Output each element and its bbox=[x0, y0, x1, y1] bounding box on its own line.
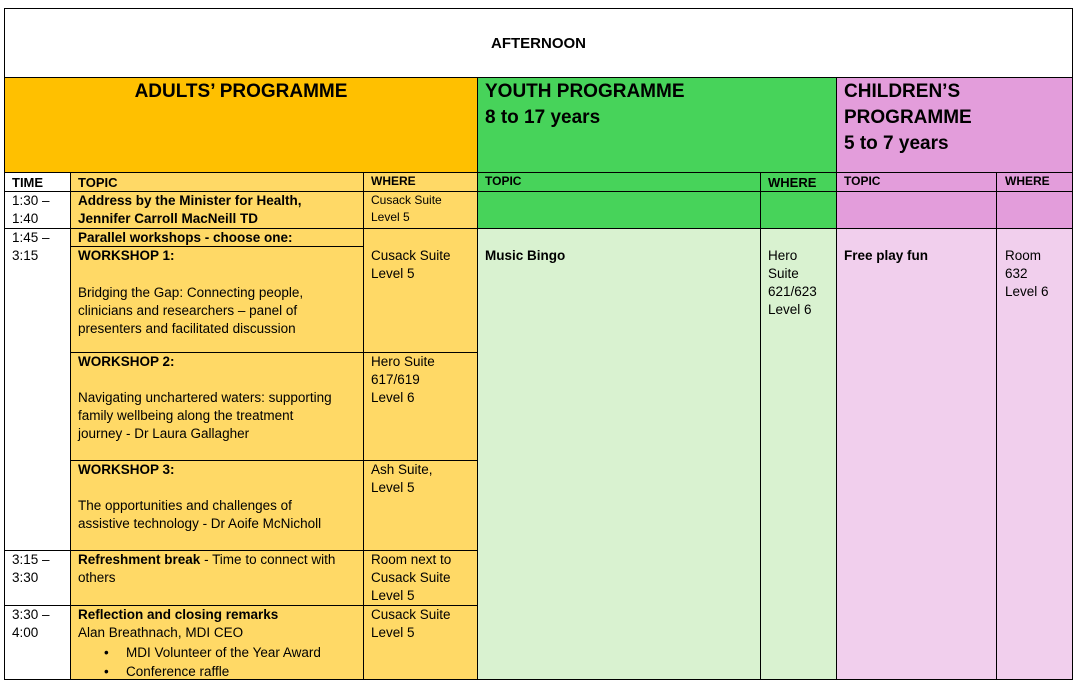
children-programme-heading-line2: PROGRAMME bbox=[844, 107, 972, 128]
row4-time-start: 3:30 – bbox=[12, 607, 50, 622]
page-title: AFTERNOON bbox=[491, 35, 586, 52]
row4-time-end: 4:00 bbox=[12, 625, 39, 640]
refreshment-break-label: Refreshment break bbox=[78, 552, 201, 567]
workshop3-title: WORKSHOP 3: bbox=[78, 462, 175, 477]
col-header-youth-where: WHERE bbox=[768, 175, 817, 190]
row3-where-line2: Cusack Suite bbox=[371, 570, 451, 585]
workshop1-desc-line2: clinicians and researchers – panel of bbox=[78, 303, 298, 318]
youth-topic: Music Bingo bbox=[485, 248, 566, 263]
row4-topic-speaker: Alan Breathnach, MDI CEO bbox=[78, 625, 244, 640]
children-topic: Free play fun bbox=[844, 248, 929, 263]
workshop2-title: WORKSHOP 2: bbox=[78, 354, 175, 369]
workshop2-where-line1: Hero Suite bbox=[371, 354, 435, 369]
youth-where-line3: 621/623 bbox=[768, 284, 817, 299]
workshop2-where-line2: 617/619 bbox=[371, 372, 420, 387]
children-where-line3: Level 6 bbox=[1005, 284, 1049, 299]
children-programme-heading-line1: CHILDREN’S bbox=[844, 81, 961, 102]
workshop1-desc-line1: Bridging the Gap: Connecting people, bbox=[78, 285, 304, 300]
row4-bullet-list bbox=[78, 643, 321, 681]
workshop1-where-line1: Cusack Suite bbox=[371, 248, 451, 263]
row1-topic-line2: Jennifer Carroll MacNeill TD bbox=[78, 211, 259, 226]
col-header-adult-topic: TOPIC bbox=[78, 175, 118, 190]
row2-time-end: 3:15 bbox=[12, 248, 39, 263]
parallel-workshops-label: Parallel workshops - choose one: bbox=[78, 230, 293, 245]
workshop1-desc-line3: presenters and facilitated discussion bbox=[78, 321, 296, 336]
youth-age-range: 8 to 17 years bbox=[485, 107, 601, 128]
row4-where-line2: Level 5 bbox=[371, 625, 415, 640]
row3-time-end: 3:30 bbox=[12, 570, 39, 585]
col-header-youth-topic: TOPIC bbox=[485, 174, 522, 188]
row1-where-line1: Cusack Suite bbox=[371, 193, 442, 207]
row3-time-start: 3:15 – bbox=[12, 552, 50, 567]
row3-topic-line2: others bbox=[78, 570, 116, 585]
workshop3-where-line2: Level 5 bbox=[371, 480, 415, 495]
youth-where-line2: Suite bbox=[768, 266, 799, 281]
row1-time-end: 1:40 bbox=[12, 211, 39, 226]
refreshment-break-desc: - Time to connect with bbox=[200, 552, 336, 567]
adults-programme-heading: ADULTS’ PROGRAMME bbox=[134, 81, 348, 102]
workshop2-where-line3: Level 6 bbox=[371, 390, 415, 405]
list-item: • Conference raffle bbox=[78, 662, 321, 681]
workshop2-desc-line2: family wellbeing along the treatment bbox=[78, 408, 294, 423]
row3-where-line1: Room next to bbox=[371, 552, 452, 567]
row1-where-line2: Level 5 bbox=[371, 210, 410, 224]
row1-time-start: 1:30 – bbox=[12, 193, 50, 208]
workshop1-title: WORKSHOP 1: bbox=[78, 248, 175, 263]
children-where-line2: 632 bbox=[1005, 266, 1028, 281]
row3-topic-line1 bbox=[78, 551, 335, 569]
workshop3-desc-line1: The opportunities and challenges of bbox=[78, 498, 292, 513]
youth-programme-heading: YOUTH PROGRAMME bbox=[485, 81, 685, 102]
workshop2-desc-line3: journey - Dr Laura Gallagher bbox=[78, 426, 250, 441]
col-header-adult-where: WHERE bbox=[371, 174, 416, 188]
col-header-children-where: WHERE bbox=[1005, 174, 1050, 188]
col-header-children-topic: TOPIC bbox=[844, 174, 881, 188]
row1-topic-line1: Address by the Minister for Health, bbox=[78, 193, 302, 208]
workshop1-where-line2: Level 5 bbox=[371, 266, 415, 281]
workshop2-desc-line1: Navigating unchartered waters: supporting bbox=[78, 390, 332, 405]
children-age-range: 5 to 7 years bbox=[844, 133, 949, 154]
children-where-line1: Room bbox=[1005, 248, 1042, 263]
col-header-time: TIME bbox=[12, 175, 44, 190]
row2-time-start: 1:45 – bbox=[12, 230, 50, 245]
workshop3-where-line1: Ash Suite, bbox=[371, 462, 433, 477]
row4-where-line1: Cusack Suite bbox=[371, 607, 451, 622]
youth-where-line4: Level 6 bbox=[768, 302, 812, 317]
youth-where-line1: Hero bbox=[768, 248, 798, 263]
row3-where-line3: Level 5 bbox=[371, 588, 415, 603]
list-item: • MDI Volunteer of the Year Award bbox=[78, 643, 321, 662]
row4-topic-title: Reflection and closing remarks bbox=[78, 607, 279, 622]
workshop3-desc-line2: assistive technology - Dr Aoife McNicholl bbox=[78, 516, 322, 531]
